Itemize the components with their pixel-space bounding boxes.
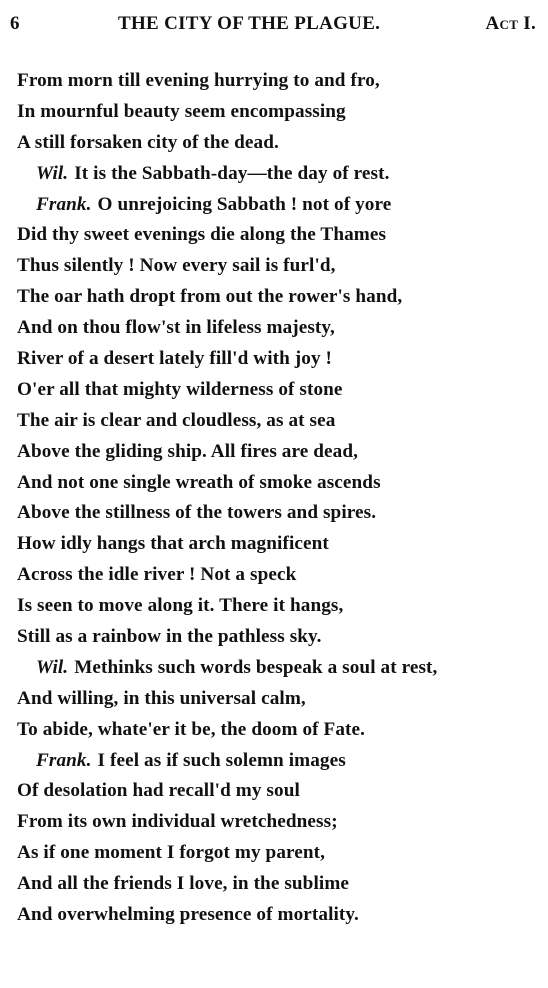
line-text: The air is clear and cloudless, as at sea xyxy=(17,409,336,431)
line-text: And not one single wreath of smoke ascends xyxy=(17,471,381,493)
verse-line xyxy=(0,344,548,375)
verse-line xyxy=(0,313,548,344)
verse-line xyxy=(0,282,548,313)
verse-line xyxy=(0,591,548,622)
line-text: A still forsaken city of the dead. xyxy=(17,131,279,153)
speaker-name: Wil. xyxy=(36,656,69,678)
verse-line xyxy=(0,529,548,560)
verse-line xyxy=(0,838,548,869)
verse-line xyxy=(0,66,548,97)
verse-line xyxy=(0,97,548,128)
verse-line xyxy=(0,776,548,807)
verse-line xyxy=(0,622,548,653)
line-text: As if one moment I forgot my parent, xyxy=(17,842,326,864)
verse-line xyxy=(0,684,548,715)
line-text: And overwhelming presence of mortality. xyxy=(17,904,359,926)
verse-line xyxy=(0,251,548,282)
verse-line xyxy=(0,468,548,499)
verse-line xyxy=(0,498,548,529)
verse-line xyxy=(0,560,548,591)
verse-line xyxy=(0,375,548,406)
line-text: Thus silently ! Now every sail is furl'd, xyxy=(17,255,336,277)
line-text: Across the idle river ! Not a speck xyxy=(17,564,297,586)
speaker-name: Frank. xyxy=(36,193,92,215)
speaker-name: Wil. xyxy=(36,162,69,184)
line-text: From its own individual wretchedness; xyxy=(17,811,338,833)
line-text: Is seen to move along it. There it hangs, xyxy=(17,595,344,617)
line-text: O'er all that mighty wilderness of stone xyxy=(17,378,343,400)
line-text: In mournful beauty seem encompassing xyxy=(17,100,346,122)
verse-line xyxy=(0,437,548,468)
line-text: From morn till evening hurrying to and fro, xyxy=(17,70,380,91)
line-text: Above the gliding ship. All fires are dead, xyxy=(17,440,359,462)
page-number: 6 xyxy=(10,13,20,34)
verse-line xyxy=(0,869,548,900)
line-text: And all the friends I love, in the sublime xyxy=(17,873,350,895)
line-text: And willing, in this universal calm, xyxy=(17,687,306,709)
verse-line xyxy=(0,746,548,777)
line-text: O unrejoicing Sabbath ! not of yore xyxy=(97,193,392,215)
verse-line xyxy=(0,190,548,221)
line-text: Did thy sweet evenings die along the Thames xyxy=(17,224,387,246)
running-header xyxy=(0,13,548,39)
verse-line xyxy=(0,807,548,838)
line-text: Of desolation had recall'd my soul xyxy=(17,780,300,802)
line-text: Above the stillness of the towers and spires. xyxy=(17,502,377,524)
verse-body xyxy=(0,66,548,931)
line-text: Still as a rainbow in the pathless sky. xyxy=(17,626,322,648)
verse-line xyxy=(0,159,548,190)
verse-line xyxy=(0,406,548,437)
verse-line xyxy=(0,715,548,746)
line-text: It is the Sabbath-day—the day of rest. xyxy=(74,162,390,184)
line-text: The oar hath dropt from out the rower's hand, xyxy=(17,286,403,308)
speaker-name: Frank. xyxy=(36,749,92,771)
act-label: Act I. xyxy=(485,13,536,34)
running-title: THE CITY OF THE PLAGUE. xyxy=(118,13,381,34)
line-text: River of a desert lately fill'd with joy ! xyxy=(17,348,333,370)
line-text: Methinks such words bespeak a soul at rest, xyxy=(74,656,438,678)
verse-line xyxy=(0,653,548,684)
line-text: And on thou flow'st in lifeless majesty, xyxy=(17,317,335,339)
line-text: I feel as if such solemn images xyxy=(97,749,346,771)
verse-line xyxy=(0,220,548,251)
verse-line xyxy=(0,128,548,159)
verse-line xyxy=(0,900,548,931)
line-text: To abide, whate'er it be, the doom of Fate. xyxy=(17,718,366,740)
line-text: How idly hangs that arch magnificent xyxy=(17,533,329,555)
